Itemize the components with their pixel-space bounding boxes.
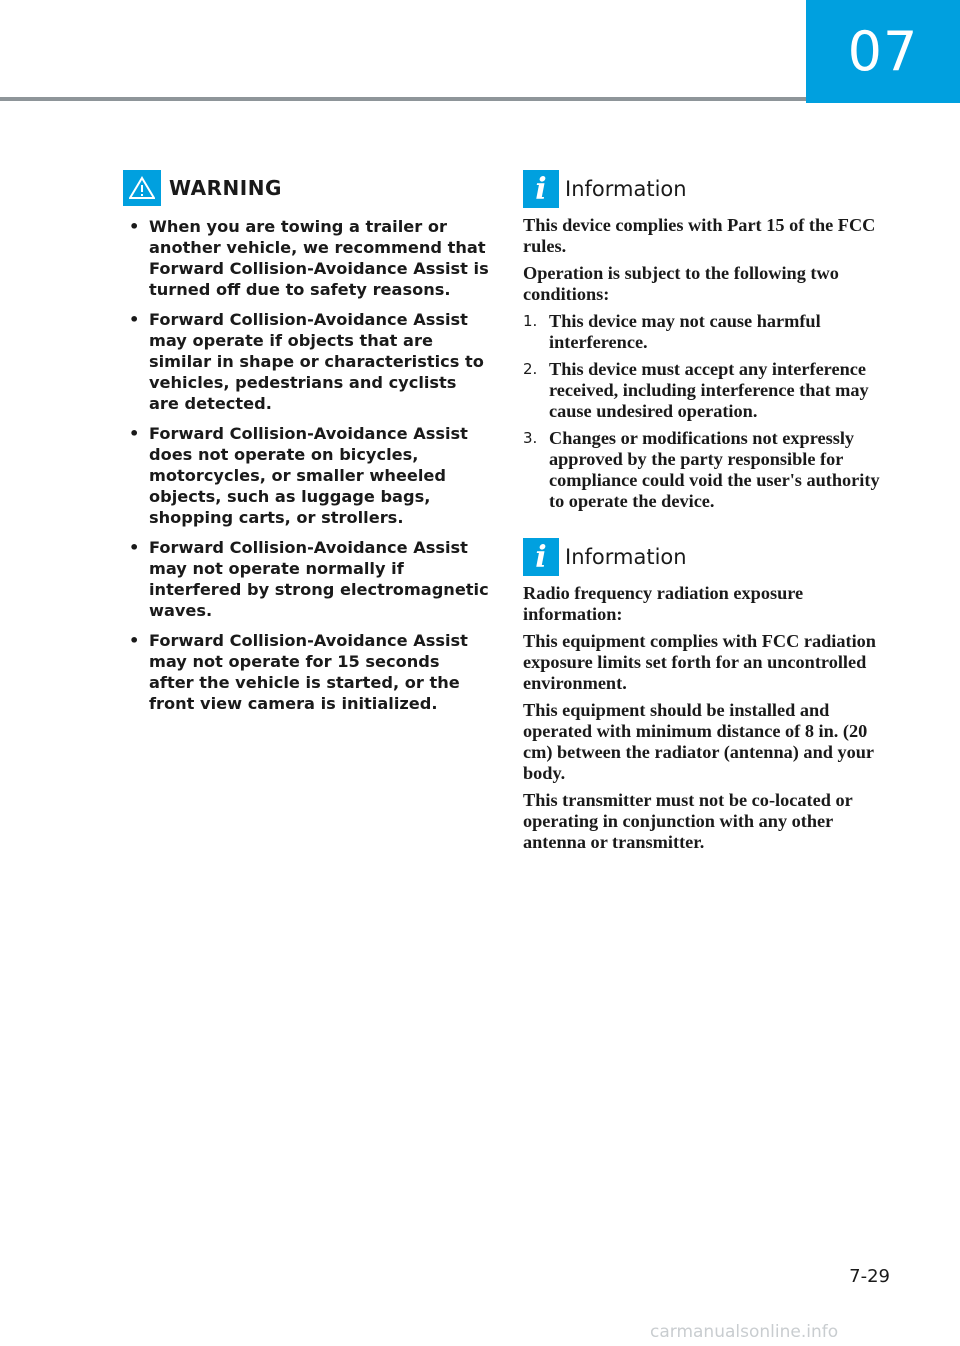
paragraph: This equipment complies with FCC radiation exposure limits set forth for an uncontrolled environment. (523, 631, 876, 693)
paragraph: This device complies with Part 15 of the FCC rules. (523, 215, 876, 256)
list-item: 3. Changes or modifications not expressly approved by the party responsible for compliance could void the user's authority to operate the device. (523, 428, 880, 511)
header-rule (0, 97, 806, 101)
list-item: 1. This device may not cause harmful interference. (523, 311, 821, 352)
page-number: 7-29 (849, 1266, 890, 1287)
list-item: • When you are towing a trailer or another vehicle, we recommend that Forward Collision-Avoidance Assist is turned off due to safety reasons. (129, 217, 489, 299)
info-block-fcc (523, 170, 893, 512)
warning-icon (123, 170, 161, 206)
info-icon: i (523, 170, 559, 208)
list-item: • Forward Collision-Avoidance Assist may not operate normally if interfered by strong electromagnetic waves. (129, 538, 489, 620)
info-title: Information (565, 545, 687, 569)
list-item: • Forward Collision-Avoidance Assist may not operate for 15 seconds after the vehicle is started, or the front view camera is initialized. (129, 631, 468, 713)
information-section (523, 170, 893, 859)
paragraph: This equipment should be installed and operated with minimum distance of 8 in. (20 cm) between the radiator (antenna) and your body. (523, 700, 874, 783)
list-item: 2. This device must accept any interference received, including interference that may cause undesired operation. (523, 359, 869, 421)
paragraph: Operation is subject to the following two conditions: (523, 263, 839, 304)
warning-list (123, 216, 489, 714)
list-item: • Forward Collision-Avoidance Assist may operate if objects that are similar in shape or characteristics to vehicles, pedestrians and cyclists are detected. (129, 310, 484, 413)
conditions-list (523, 311, 893, 512)
chapter-tab (806, 0, 960, 103)
chapter-number: 07 (847, 20, 919, 83)
paragraph: Radio frequency radiation exposure information: (523, 583, 804, 624)
info-header (523, 170, 893, 208)
warning-title: WARNING (169, 176, 282, 200)
info-header (523, 538, 893, 576)
paragraph: This transmitter must not be co-located or operating in conjunction with any other antenna or transmitter. (523, 790, 853, 852)
list-item: • Forward Collision-Avoidance Assist does not operate on bicycles, motorcycles, or smaller wheeled objects, such as luggage bags, shopping carts, or strollers. (129, 424, 468, 527)
info-block-rf (523, 538, 893, 853)
warning-header (123, 170, 489, 206)
info-icon: i (523, 538, 559, 576)
watermark: carmanualsonline.info (650, 1322, 839, 1342)
warning-section (123, 170, 489, 723)
info-title: Information (565, 177, 687, 201)
